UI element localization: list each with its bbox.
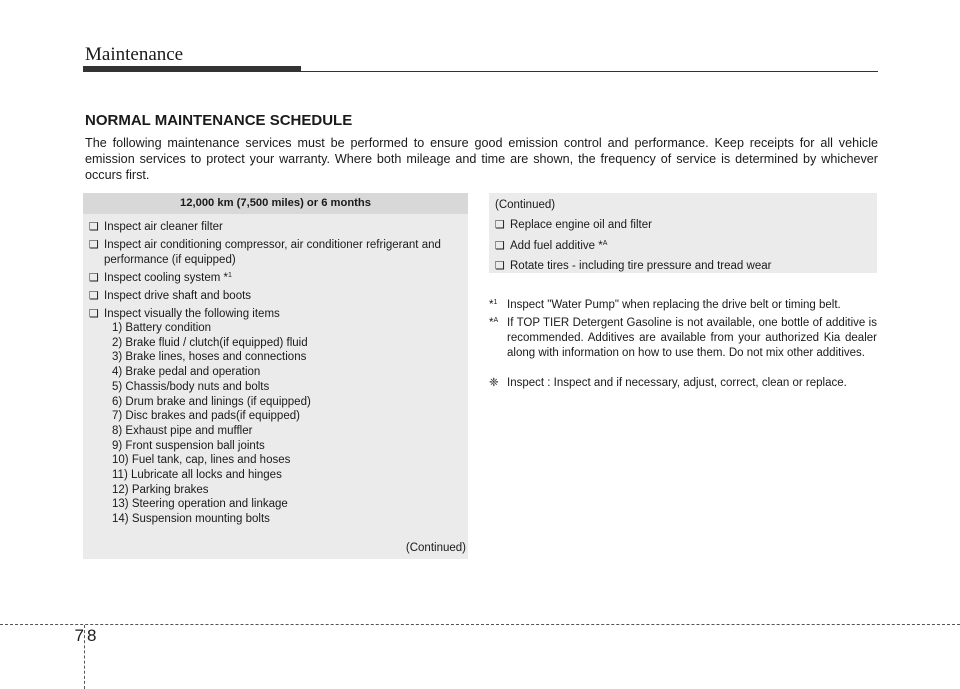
list-item [89, 220, 462, 235]
header-title: Maintenance [85, 44, 184, 65]
list-item [89, 307, 462, 527]
footnote-mark: 1 [228, 271, 232, 279]
footnote-fuel-additive [489, 316, 877, 361]
checkbox-icon: ❑ [495, 259, 505, 272]
checkbox-icon: ❑ [89, 288, 99, 302]
header-bar-thick [83, 66, 301, 72]
continued-label: (Continued) [405, 542, 466, 554]
left-schedule-box [83, 193, 468, 559]
checkbox-icon: ❑ [89, 306, 99, 320]
sub-item: 6) Drum brake and linings (if equipped) [112, 395, 311, 408]
schedule-heading: 12,000 km (7,500 miles) or 6 months [83, 193, 468, 214]
intro-paragraph: The following maintenance services must be performed to ensure good emission control and performance. Keep receipts for all vehicle emission services to protect your warranty. Where both mileage and time are shown, the frequency of service is determined by whichever occurs first. [85, 136, 878, 182]
list-item-text: Add fuel additive * [510, 239, 603, 252]
sub-item: 4) Brake pedal and operation [112, 366, 261, 379]
sub-item: 5) Chassis/body nuts and bolts [112, 380, 270, 393]
left-item-list [83, 214, 468, 527]
list-item [89, 271, 462, 286]
sub-item: 12) Parking brakes [112, 483, 209, 496]
footnote-text: Inspect "Water Pump" when replacing the drive belt or timing belt. [507, 299, 841, 311]
sub-item: 10) Fuel tank, cap, lines and hoses [112, 454, 291, 467]
checkbox-icon: ❑ [89, 238, 99, 251]
sub-item: 8) Exhaust pipe and muffler [112, 424, 253, 437]
sub-item: 11) Lubricate all locks and hinges [112, 469, 282, 482]
list-item [495, 218, 871, 233]
checkbox-icon: ❑ [89, 270, 99, 284]
checkbox-icon: ❑ [495, 218, 505, 231]
footnote-text: Inspect : Inspect and if necessary, adjust, correct, clean or replace. [507, 377, 847, 389]
sub-item-list [104, 321, 462, 527]
list-item [89, 289, 462, 304]
right-item-list [489, 212, 877, 274]
checkbox-icon: ❑ [89, 220, 99, 233]
asterisk-icon: ❈ [489, 377, 499, 389]
list-item-text: Inspect air cleaner filter [104, 221, 223, 233]
list-item [89, 238, 462, 267]
footer-dashed-rule [0, 624, 960, 625]
list-item [495, 239, 871, 254]
header-bar-thin [301, 71, 878, 72]
footnote-text: If TOP TIER Detergent Gasoline is not available, one bottle of additive is recommended. Additives are available from your authorized Kia dealer along with information on how to use them. Do not mix other additives. [507, 317, 877, 359]
sub-item: 1) Battery condition [112, 322, 212, 334]
sub-item: 13) Steering operation and linkage [112, 498, 288, 511]
checkbox-icon: ❑ [495, 238, 505, 252]
footnote-inspect-definition [489, 376, 877, 391]
list-item-text: Rotate tires - including tire pressure and tread wear [510, 260, 772, 272]
footnote-marker: *$^1$ [489, 299, 498, 311]
footnote-water-pump [489, 298, 877, 313]
sub-item: 3) Brake lines, hoses and connections [112, 351, 307, 364]
sub-item: 14) Suspension mounting bolts [112, 513, 270, 526]
list-item-text: Inspect visually the following items [104, 307, 280, 320]
list-item [495, 259, 871, 274]
continued-heading: (Continued) [495, 199, 556, 211]
list-item-text: Inspect cooling system * [104, 271, 229, 284]
list-item-text: Inspect drive shaft and boots [104, 289, 252, 302]
sub-item: 7) Disc brakes and pads(if equipped) [112, 410, 300, 423]
footnote-mark: A [602, 239, 608, 247]
sub-item: 2) Brake fluid / clutch(if equipped) fluid [112, 336, 308, 349]
page-number: 78 [74, 626, 100, 645]
sub-item: 9) Front suspension ball joints [112, 439, 265, 452]
right-schedule-box [489, 193, 877, 273]
footnote-marker: *$^A$ [489, 317, 499, 329]
list-item-text: Replace engine oil and filter [510, 219, 652, 231]
list-item-text: Inspect air conditioning compressor, air conditioner refrigerant and performance (if equipped) [104, 239, 441, 266]
section-title: NORMAL MAINTENANCE SCHEDULE [85, 112, 353, 129]
